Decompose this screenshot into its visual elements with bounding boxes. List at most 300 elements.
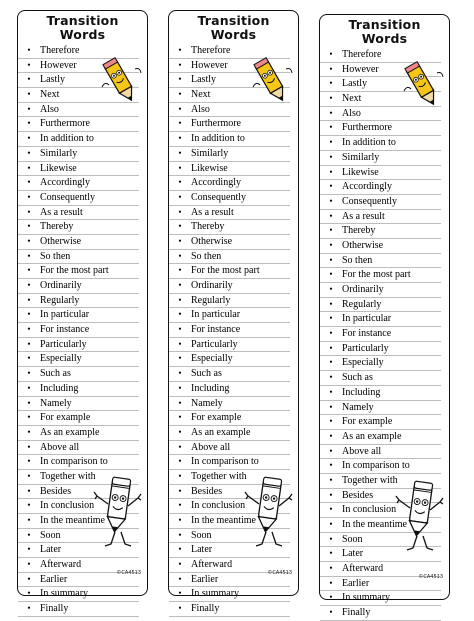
- bullet-icon: •: [27, 235, 31, 246]
- list-item: [18, 602, 139, 617]
- transition-word: Regularly: [342, 298, 382, 310]
- transition-word: Above all: [342, 445, 382, 457]
- transition-word: Including: [342, 386, 381, 398]
- bullet-icon: •: [27, 265, 31, 276]
- transition-word: So then: [40, 250, 71, 262]
- transition-word: As an example: [191, 426, 251, 438]
- transition-word: Similarly: [342, 151, 380, 163]
- transition-word: Above all: [40, 441, 80, 453]
- bullet-icon: •: [329, 342, 333, 353]
- transition-word: Earlier: [191, 573, 219, 585]
- list-item: [320, 268, 441, 283]
- transition-word: Together with: [342, 474, 398, 486]
- transition-word: In conclusion: [40, 500, 95, 512]
- bullet-icon: •: [178, 515, 182, 525]
- list-item: [18, 382, 139, 397]
- transition-word: Therefore: [342, 49, 382, 60]
- bullet-icon: •: [329, 416, 333, 427]
- transition-word: Including: [191, 382, 230, 394]
- bullet-icon: •: [178, 280, 182, 290]
- transition-word: Earlier: [40, 573, 68, 585]
- bookmark-title: [18, 14, 147, 42]
- bookmark-1: [17, 10, 148, 615]
- title-line-2: Words: [361, 31, 408, 46]
- transition-word: As a result: [40, 206, 83, 218]
- transition-word: Afterward: [40, 559, 82, 571]
- list-item: [320, 356, 441, 371]
- transition-word: In addition to: [191, 133, 245, 145]
- bullet-icon: •: [27, 250, 31, 261]
- bullet-icon: •: [27, 309, 31, 320]
- bullet-icon: •: [178, 59, 182, 70]
- title-line-1: Transition: [197, 13, 270, 28]
- bullet-icon: •: [27, 59, 31, 70]
- bullet-icon: •: [27, 89, 31, 100]
- bullet-icon: •: [27, 573, 31, 584]
- transition-word: In conclusion: [191, 500, 246, 512]
- transition-word: For example: [40, 412, 91, 424]
- transition-word: Otherwise: [342, 239, 384, 251]
- list-item: [169, 132, 290, 147]
- list-item: [18, 587, 139, 602]
- transition-word: Particularly: [342, 342, 389, 354]
- list-item: [18, 235, 139, 250]
- transition-word: Likewise: [40, 162, 77, 174]
- list-item: [169, 279, 290, 294]
- list-item: [320, 312, 441, 327]
- bullet-icon: •: [329, 592, 333, 603]
- bullet-icon: •: [27, 368, 31, 379]
- list-item: [169, 323, 290, 338]
- list-item: [18, 294, 139, 309]
- list-item: [169, 587, 290, 602]
- bullet-icon: •: [178, 470, 182, 481]
- bullet-icon: •: [329, 372, 333, 383]
- transition-word: Therefore: [40, 45, 80, 56]
- bullet-icon: •: [27, 221, 31, 232]
- bullet-icon: •: [178, 397, 182, 408]
- list-item: [320, 459, 441, 474]
- bullet-icon: •: [329, 460, 333, 471]
- bullet-icon: •: [329, 577, 333, 588]
- bookmark-title: [320, 18, 449, 46]
- transition-word: Besides: [40, 485, 72, 497]
- bullet-icon: •: [178, 250, 182, 261]
- transition-word: Earlier: [342, 577, 370, 589]
- bullet-icon: •: [329, 328, 333, 339]
- bullet-icon: •: [27, 191, 31, 202]
- bullet-icon: •: [178, 368, 182, 379]
- transition-word: Above all: [191, 441, 231, 453]
- list-item: [18, 191, 139, 206]
- transition-word: So then: [342, 254, 373, 266]
- list-item: [169, 382, 290, 397]
- bullet-icon: •: [27, 177, 31, 188]
- list-item: [320, 298, 441, 313]
- bullet-icon: •: [329, 386, 333, 397]
- transition-word: Particularly: [40, 338, 87, 350]
- transition-word: Accordingly: [342, 181, 392, 193]
- bullet-icon: •: [27, 353, 31, 364]
- list-item: [18, 441, 139, 456]
- bullet-icon: •: [329, 137, 333, 148]
- bullet-icon: •: [178, 353, 182, 364]
- transition-word: Thereby: [40, 221, 74, 233]
- list-item: [169, 206, 290, 221]
- bullet-icon: •: [178, 103, 182, 114]
- bullet-icon: •: [27, 470, 31, 481]
- list-item: [169, 220, 290, 235]
- transition-word: Thereby: [191, 221, 225, 233]
- bullet-icon: •: [329, 269, 333, 280]
- bookmark-3: [319, 14, 450, 619]
- transition-word: In summary: [191, 588, 240, 600]
- list-item: [320, 342, 441, 357]
- transition-word: Otherwise: [191, 235, 233, 247]
- transition-word: In addition to: [40, 133, 94, 145]
- bullet-icon: •: [329, 166, 333, 177]
- transition-word: Finally: [342, 607, 371, 619]
- title-line-2: Words: [210, 27, 257, 42]
- transition-word: Lastly: [342, 78, 367, 90]
- bullet-icon: •: [329, 107, 333, 118]
- transition-word: Furthermore: [342, 122, 392, 134]
- transition-word: Consequently: [342, 195, 397, 207]
- transition-word: Accordingly: [191, 177, 241, 189]
- transition-word: Also: [40, 103, 59, 115]
- transition-word: Furthermore: [191, 118, 241, 130]
- bullet-icon: •: [329, 122, 333, 133]
- transition-word: However: [40, 59, 77, 71]
- transition-word: In the meantime: [191, 515, 256, 526]
- transition-word: In the meantime: [40, 515, 105, 526]
- list-item: [18, 279, 139, 294]
- transition-word: In addition to: [342, 137, 396, 149]
- bullet-icon: •: [329, 298, 333, 309]
- transition-word: Later: [40, 544, 62, 556]
- bullet-icon: •: [329, 357, 333, 368]
- transition-word: Next: [40, 89, 60, 101]
- bullet-icon: •: [178, 118, 182, 129]
- transition-word: In comparison to: [342, 460, 410, 472]
- list-item: [320, 415, 441, 430]
- bullet-icon: •: [178, 441, 182, 452]
- bookmark-2: [168, 10, 299, 615]
- list-item: [18, 132, 139, 147]
- list-item: [18, 308, 139, 323]
- transition-word: Otherwise: [40, 235, 82, 247]
- transition-word: For the most part: [191, 265, 260, 277]
- bullet-icon: •: [178, 500, 182, 511]
- list-item: [169, 367, 290, 382]
- transition-word: Finally: [40, 603, 69, 615]
- bullet-icon: •: [27, 338, 31, 349]
- transition-word: As a result: [191, 206, 234, 218]
- transition-word: Afterward: [191, 559, 233, 571]
- bullet-icon: •: [329, 401, 333, 412]
- transition-word: Ordinarily: [342, 284, 384, 295]
- bullet-icon: •: [178, 456, 182, 467]
- copyright-text: ©CA4513: [418, 574, 443, 581]
- transition-word: For example: [191, 412, 242, 424]
- bullet-icon: •: [178, 324, 182, 335]
- transition-word: For example: [342, 416, 393, 428]
- transition-word: Soon: [191, 529, 212, 541]
- transition-word: Namely: [191, 397, 223, 409]
- transition-word: In comparison to: [191, 456, 259, 468]
- bullet-icon: •: [27, 456, 31, 467]
- bullet-icon: •: [27, 294, 31, 305]
- pencil-mascot-icon: [395, 480, 445, 554]
- list-item: [18, 367, 139, 382]
- bullet-icon: •: [178, 191, 182, 202]
- bullet-icon: •: [329, 254, 333, 265]
- list-item: [169, 176, 290, 191]
- transition-word: In particular: [40, 309, 90, 321]
- transition-word: Soon: [342, 533, 363, 545]
- list-item: [169, 397, 290, 412]
- pencil-character-icon: [99, 57, 143, 107]
- list-item: [320, 121, 441, 136]
- bullet-icon: •: [329, 519, 333, 529]
- list-item: [169, 191, 290, 206]
- transition-word: However: [342, 63, 379, 75]
- list-item: [18, 397, 139, 412]
- bullet-icon: •: [329, 239, 333, 250]
- transition-word: Furthermore: [40, 118, 90, 130]
- bullet-icon: •: [27, 74, 31, 85]
- bullet-icon: •: [329, 195, 333, 206]
- bullet-icon: •: [329, 533, 333, 544]
- copyright-text: ©CA4513: [267, 570, 292, 577]
- transition-word: Likewise: [191, 162, 228, 174]
- list-item: [320, 224, 441, 239]
- bullet-icon: •: [178, 559, 182, 570]
- bullet-icon: •: [27, 280, 31, 290]
- transition-word: Such as: [342, 372, 373, 384]
- bullet-icon: •: [178, 294, 182, 305]
- title-line-2: Words: [59, 27, 106, 42]
- bullet-icon: •: [329, 607, 333, 618]
- bullet-icon: •: [329, 225, 333, 236]
- transition-word: In conclusion: [342, 504, 397, 516]
- list-item: [320, 136, 441, 151]
- list-item: [18, 323, 139, 338]
- bullet-icon: •: [178, 162, 182, 173]
- bullet-icon: •: [178, 426, 182, 437]
- bullet-icon: •: [27, 382, 31, 393]
- list-item: [320, 401, 441, 416]
- transition-word: Consequently: [191, 191, 246, 203]
- list-item: [18, 411, 139, 426]
- list-item: [169, 162, 290, 177]
- transition-word: Also: [191, 103, 210, 115]
- pencil-mascot-icon: [244, 476, 294, 550]
- transition-word: In comparison to: [40, 456, 108, 468]
- bullet-icon: •: [329, 445, 333, 456]
- list-item: [169, 235, 290, 250]
- bullet-icon: •: [27, 544, 31, 555]
- bullet-icon: •: [27, 412, 31, 423]
- list-item: [320, 591, 441, 606]
- transition-word: Regularly: [191, 294, 231, 306]
- transition-word: Such as: [40, 368, 71, 380]
- transition-word: For instance: [40, 324, 90, 336]
- transition-word: Soon: [40, 529, 61, 541]
- bullet-icon: •: [178, 544, 182, 555]
- list-item: [18, 220, 139, 235]
- list-item: [169, 352, 290, 367]
- list-item: [320, 166, 441, 181]
- list-item: [320, 210, 441, 225]
- bullet-icon: •: [178, 74, 182, 85]
- transition-word: Besides: [342, 489, 374, 501]
- bullet-icon: •: [27, 162, 31, 173]
- list-item: [169, 147, 290, 162]
- transition-word: Also: [342, 107, 361, 119]
- bullet-icon: •: [27, 559, 31, 570]
- transition-word: Particularly: [191, 338, 238, 350]
- transition-word: For the most part: [342, 269, 411, 281]
- transition-word: Such as: [191, 368, 222, 380]
- transition-word: Namely: [40, 397, 72, 409]
- bullet-icon: •: [329, 284, 333, 294]
- transition-word: For instance: [342, 328, 392, 340]
- list-item: [320, 386, 441, 401]
- bullet-icon: •: [178, 529, 182, 540]
- list-item: [18, 117, 139, 132]
- transition-word: Together with: [40, 470, 96, 482]
- pencil-mascot-icon: [93, 476, 143, 550]
- bullet-icon: •: [178, 133, 182, 144]
- transition-word: As an example: [40, 426, 100, 438]
- list-item: [18, 264, 139, 279]
- transition-word: Especially: [342, 357, 384, 369]
- bullet-icon: •: [329, 181, 333, 192]
- transition-word: For the most part: [40, 265, 109, 277]
- bullet-icon: •: [27, 397, 31, 408]
- transition-word: Next: [191, 89, 211, 101]
- bullet-icon: •: [178, 573, 182, 584]
- bullet-icon: •: [178, 177, 182, 188]
- bullet-icon: •: [27, 529, 31, 540]
- list-item: [18, 426, 139, 441]
- list-item: [18, 176, 139, 191]
- bullet-icon: •: [27, 45, 31, 55]
- bullet-icon: •: [329, 151, 333, 162]
- transition-word: In particular: [342, 313, 392, 325]
- list-item: [320, 151, 441, 166]
- title-line-1: Transition: [348, 17, 421, 32]
- transition-word: Regularly: [40, 294, 80, 306]
- transition-word: Namely: [342, 401, 374, 413]
- bullet-icon: •: [27, 426, 31, 437]
- title-line-1: Transition: [46, 13, 119, 28]
- list-item: [169, 602, 290, 617]
- transition-word: Thereby: [342, 225, 376, 237]
- transition-word: In summary: [342, 592, 391, 604]
- list-item: [169, 455, 290, 470]
- transition-word: Finally: [191, 603, 220, 615]
- list-item: [169, 294, 290, 309]
- bullet-icon: •: [329, 504, 333, 515]
- bullet-icon: •: [329, 430, 333, 441]
- list-item: [18, 455, 139, 470]
- bullet-icon: •: [178, 147, 182, 158]
- list-item: [18, 250, 139, 265]
- bullet-icon: •: [27, 441, 31, 452]
- bullet-icon: •: [329, 563, 333, 574]
- transition-word: As an example: [342, 430, 402, 442]
- bullet-icon: •: [27, 206, 31, 217]
- list-item: [320, 445, 441, 460]
- list-item: [320, 239, 441, 254]
- bullet-icon: •: [178, 603, 182, 614]
- transition-word: Later: [191, 544, 213, 556]
- transition-word: So then: [191, 250, 222, 262]
- transition-word: Lastly: [191, 74, 216, 86]
- bullet-icon: •: [27, 485, 31, 496]
- transition-word: Ordinarily: [191, 280, 233, 291]
- transition-word: Besides: [191, 485, 223, 497]
- transition-word: However: [191, 59, 228, 71]
- bullet-icon: •: [178, 412, 182, 423]
- list-item: [169, 338, 290, 353]
- bullet-icon: •: [27, 324, 31, 335]
- list-item: [18, 162, 139, 177]
- bullet-icon: •: [27, 147, 31, 158]
- bullet-icon: •: [329, 210, 333, 221]
- bullet-icon: •: [329, 93, 333, 104]
- list-item: [169, 117, 290, 132]
- transition-word: In summary: [40, 588, 89, 600]
- list-item: [18, 147, 139, 162]
- bullet-icon: •: [178, 382, 182, 393]
- bullet-icon: •: [329, 474, 333, 485]
- transition-word: Accordingly: [40, 177, 90, 189]
- bullet-icon: •: [178, 309, 182, 320]
- bullet-icon: •: [27, 603, 31, 614]
- bullet-icon: •: [178, 89, 182, 100]
- list-item: [18, 206, 139, 221]
- list-item: [169, 250, 290, 265]
- list-item: [169, 441, 290, 456]
- transition-word: Later: [342, 548, 364, 560]
- pencil-character-icon: [401, 61, 445, 111]
- transition-word: Ordinarily: [40, 280, 82, 291]
- transition-word: Next: [342, 93, 362, 105]
- bullet-icon: •: [27, 118, 31, 129]
- transition-word: Likewise: [342, 166, 379, 178]
- list-item: [320, 371, 441, 386]
- list-item: [169, 411, 290, 426]
- list-item: [18, 352, 139, 367]
- bullet-icon: •: [329, 489, 333, 500]
- transition-word: As a result: [342, 210, 385, 222]
- bullet-icon: •: [178, 338, 182, 349]
- bullet-icon: •: [27, 133, 31, 144]
- bullet-icon: •: [178, 45, 182, 55]
- transition-word: Especially: [40, 353, 82, 365]
- transition-word: Together with: [191, 470, 247, 482]
- list-item: [320, 430, 441, 445]
- copyright-text: ©CA4513: [116, 570, 141, 577]
- bullet-icon: •: [178, 265, 182, 276]
- list-item: [169, 264, 290, 279]
- transition-word: Including: [40, 382, 79, 394]
- list-item: [320, 254, 441, 269]
- bullet-icon: •: [178, 206, 182, 217]
